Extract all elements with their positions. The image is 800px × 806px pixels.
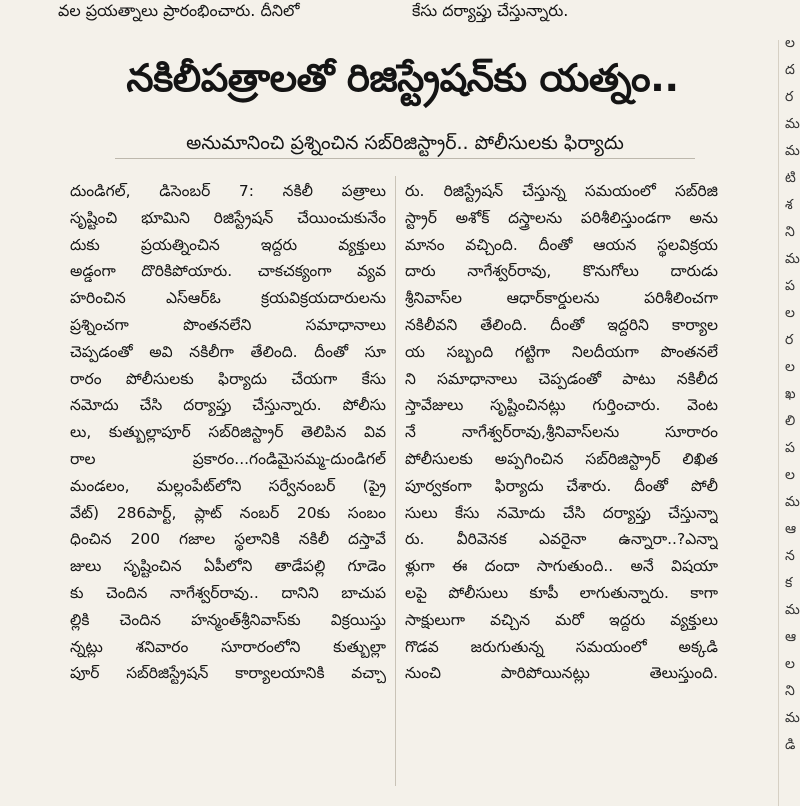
text-line: అడ్డంగా దొరికిపోయారు. చాకచక్యంగా వ్యవ	[70, 262, 386, 281]
edge-glyph: ల	[785, 35, 795, 51]
text-line: నమోదు చేసి దర్యాప్తు చేస్తున్నారు. పోలీసు	[70, 396, 386, 415]
edge-glyph: ల	[785, 305, 795, 321]
text-line: రు. రిజిస్ట్రేషన్ చేస్తున్న సమయంలో సబ్‌రిజి	[405, 182, 718, 200]
top-right-snippet: కేసు దర్యాప్తు చేస్తున్నారు.	[412, 1, 569, 20]
edge-glyph: ని	[785, 224, 795, 240]
edge-glyph: ల	[785, 359, 795, 375]
edge-glyph: ప	[785, 278, 795, 294]
edge-glyph: శ	[785, 197, 793, 213]
text-line: రాల ప్రకారం...గండిమైసమ్మ-దుండిగల్	[70, 449, 386, 468]
edge-glyph: మ	[785, 143, 800, 159]
edge-glyph: న	[785, 548, 795, 564]
page-edge-divider	[778, 40, 779, 806]
text-line: జులు సృష్టించిన ఏపీలోని తాడేపల్లి గూడెం	[70, 557, 386, 576]
edge-glyph: మ	[785, 251, 800, 267]
edge-glyph: ల	[785, 467, 795, 483]
edge-glyph: లి	[785, 413, 796, 429]
text-line: పూర్ సబ్‌రిజిస్ట్రేషన్ కార్యాలయానికి వచ్చా	[70, 664, 386, 683]
text-line: సాక్షులుగా వచ్చిన మరో ఇద్దరు వ్యక్తులు	[405, 610, 718, 629]
text-line: స్తావేజులు సృష్టించినట్లు గుర్తించారు. వెంట	[405, 396, 718, 415]
edge-glyph: ఖ	[785, 386, 796, 402]
text-line: ని సమాధానాలు చెప్పడంతో పాటు నకిలీద	[405, 369, 718, 388]
edge-glyph: ని	[785, 683, 795, 699]
edge-glyph: ద	[785, 62, 795, 78]
text-line: రు. వీరివెనక ఎవరైనా ఉన్నారా..?ఎన్నా	[405, 530, 718, 549]
text-line: నుంచి పారిపోయినట్లు తెలుస్తుంది.	[405, 664, 718, 683]
edge-glyph: క	[785, 575, 793, 591]
text-line: ల్లికి చెందిన హన్మంత్‌శ్రీనివాస్‌కు విక్రయిస్తు	[70, 610, 386, 629]
text-line: ళ్లుగా ఈ దందా సాగుతుంది.. అనే విషయా	[405, 557, 718, 576]
adjacent-column-edge	[785, 30, 800, 790]
text-line: పోలీసులకు అప్పగించిన సబ్‌రిజిస్ట్రార్ లిఖిత	[405, 449, 718, 468]
text-line: పూర్వకంగా ఫిర్యాదు చేశారు. దీంతో పోలీ	[405, 476, 718, 495]
text-line: నే నాగేశ్వర్‌రావు,శ్రీనివాస్‌లను సూరారం	[405, 423, 718, 442]
text-line: మానం వచ్చింది. దీంతో ఆయన స్థలవిక్రయ	[405, 235, 718, 254]
top-left-snippet: వల ప్రయత్నాలు ప్రారంభించారు. దీనిలో	[58, 1, 300, 20]
text-line: సృష్టించి భూమిని రిజిస్ట్రేషన్ చేయించుకునేం	[70, 208, 386, 227]
text-line: ప్రశ్నించగా పొంతనలేని సమాధానాలు	[70, 315, 386, 334]
text-line: సులు కేసు నమోదు చేసి దర్యాప్తు చేస్తున్నా	[405, 503, 718, 522]
text-line: చెప్పడంతో అవి నకిలీగా తేలింది. దీంతో సూ	[70, 342, 386, 361]
text-line: వేట్) 286పార్ట్, ప్లాట్ నంబర్ 20కు సంబం	[70, 503, 386, 522]
text-line: గొడవ జరుగుతున్న సమయంలో అక్కడి	[405, 637, 718, 656]
edge-glyph: మ	[785, 494, 800, 510]
edge-glyph: మ	[785, 116, 800, 132]
edge-glyph: మ	[785, 710, 800, 726]
text-line: లపై పోలీసులు కూపీ లాగుతున్నారు. కాగా	[405, 583, 718, 602]
edge-glyph: ర	[785, 89, 794, 105]
edge-glyph: మ	[785, 602, 800, 618]
text-line: ధించిన 200 గజాల స్థలానికి నకిలీ దస్తావే	[70, 530, 386, 549]
edge-glyph: ప	[785, 440, 795, 456]
column-divider	[395, 176, 396, 786]
text-line: న్నట్లు శనివారం సూరారంలోని కుత్బుల్లా	[70, 637, 386, 656]
edge-glyph: ఆ	[785, 629, 797, 645]
previous-article-tail	[0, 0, 800, 26]
edge-glyph: ర	[785, 332, 794, 348]
edge-glyph: ల	[785, 656, 795, 672]
text-line: శ్రీనివాస్‌ల ఆధార్‌కార్డులను పరిశీలించగా	[405, 289, 718, 308]
text-line: లు, కుత్బుల్లాపూర్ సబ్‌రిజిస్ట్రార్ తెలిపిన వివ	[70, 423, 386, 442]
edge-glyph: ఆ	[785, 521, 797, 537]
text-line: రారం పోలీసులకు ఫిర్యాదు చేయగా కేసు	[70, 369, 386, 388]
text-line: య సబ్బంది గట్టిగా నిలదీయగా పొంతనలే	[405, 342, 718, 361]
text-line: స్ట్రార్ అశోక్ దస్త్రాలను పరిశీలిస్తుండగా అను	[405, 208, 718, 227]
text-line: హరించిన ఎస్ఆర్ఓ క్రయవిక్రయదారులను	[70, 289, 386, 308]
edge-glyph: టి	[785, 170, 796, 186]
text-line: దుండిగల్, డిసెంబర్ 7: నకిలీ పత్రాలు	[70, 182, 386, 200]
text-line: దారు నాగేశ్వర్‌రావు, కొనుగోలు దారుడు	[405, 262, 718, 281]
text-line: మండలం, మల్లంపేట్‌లోని సర్వేనంబర్ (ప్రై	[70, 476, 386, 495]
text-line: కు చెందిన నాగేశ్వర్‌రావు.. దానిని బాచుప	[70, 583, 386, 602]
text-line: నకిలీవని తేలింది. దీంతో ఇద్దరిని కార్యాల	[405, 315, 718, 334]
article-subheadline: అనుమానించి ప్రశ్నించిన సబ్‌రిజిస్ట్రార్.. పోలీసులకు ఫిర్యాదు	[115, 128, 695, 159]
edge-glyph: డి	[785, 737, 796, 753]
article-column-right	[405, 178, 718, 687]
article-column-left	[70, 178, 386, 687]
article-headline: నకిలీపత్రాలతో రిజిస్ట్రేషన్‌కు యత్నం..	[126, 56, 679, 100]
text-line: దుకు ప్రయత్నించిన ఇద్దరు వ్యక్తులు	[70, 235, 386, 254]
